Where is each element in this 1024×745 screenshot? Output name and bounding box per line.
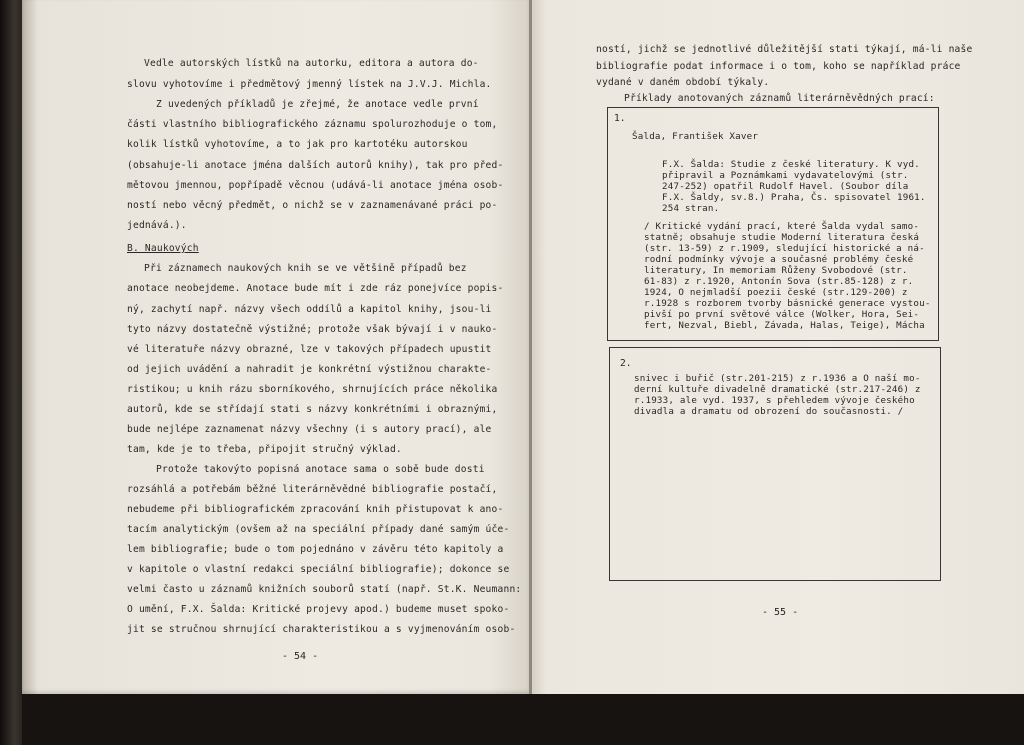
text-line: Příklady anotovaných záznamů literárněvědných prací: — [624, 93, 935, 104]
annotation-line: r.1933, ale vyd. 1937, s přehledem vývoje českého — [634, 395, 915, 406]
text-line: Z uvedených příkladů je zřejmé, že anotace vedle první — [156, 99, 479, 110]
annotation-line: divadla a dramatu od obrození do současnosti. / — [634, 406, 904, 417]
text-line: tam, kde je to třeba, připojit stručný výklad. — [127, 444, 402, 455]
example-number: 1. — [614, 113, 626, 124]
text-line: bibliografie podat informace i o tom, koho se například práce — [596, 61, 961, 72]
annotation-line: 1924, O nejmladší poezii české (str.129-200) z — [644, 287, 908, 298]
example-box-1 — [607, 107, 939, 341]
section-heading: B. Naukových — [127, 243, 199, 254]
annotation-line: / Kritické vydání prací, které Šalda vydal samo- — [644, 221, 920, 232]
text-line: Protože takovýto popisná anotace sama o sobě bude dosti — [156, 464, 485, 475]
page-number: - 54 - — [282, 651, 319, 662]
text-line: ný, zachytí např. názvy všech oddílů a kapitol knihy, jsou-li — [127, 304, 492, 315]
annotation-line: fert, Nezval, Biebl, Závada, Halas, Teige), Mácha — [644, 320, 925, 331]
example-heading: Šalda, František Xaver — [632, 131, 759, 142]
text-line: bude nejlépe zaznamenat názvy všechny (i s autory prací), ale — [127, 424, 492, 435]
text-line: anotace neobejdeme. Anotace bude mít i zde ráz ponejvíce popis- — [127, 283, 504, 294]
entry-line: F.X. Šalda: Studie z české literatury. K vyd. — [662, 159, 920, 170]
left-page — [22, 0, 530, 694]
text-line: jit se stručnou shrnující charakteristikou a s vyjmenováním osob- — [127, 624, 516, 635]
text-line: velmi často u záznamů knižních souborů statí (např. St.K. Neumann: — [127, 584, 522, 595]
example-box-2 — [609, 347, 941, 581]
entry-line: 247-252) opatřil Rudolf Havel. (Soubor díla — [662, 181, 909, 192]
text-line: kolik lístků vyhotovíme, a to jak pro kartotéku autorskou — [127, 139, 468, 150]
text-line: nebudeme při bibliografickém zpracování knih přistupovat k ano- — [127, 504, 504, 515]
text-line: rozsáhlá a potřebám běžné literárněvědné bibliografie postačí, — [127, 484, 498, 495]
text-line: ností, jichž se jednotlivé důležitější stati týkají, má-li naše — [596, 44, 973, 55]
entry-line: připravil a Poznámkami vydavatelovými (str. — [662, 170, 909, 181]
text-line: Vedle autorských lístků na autorku, editora a autora do- — [144, 58, 479, 69]
annotation-line: snivec i buřič (str.201-215) z r.1936 a O naší mo- — [634, 373, 921, 384]
text-line: v kapitole o vlastní redakci speciální bibliografie); dokonce se — [127, 564, 510, 575]
annotation-line: pivší po první světové válce (Wolker, Hora, Sei- — [644, 309, 920, 320]
annotation-line: (str. 13-59) z r.1909, sledující historické a ná- — [644, 243, 925, 254]
text-line: tacím analytickým (ovšem až na speciální případy dané samým úče- — [127, 524, 510, 535]
book-bottom-shadow — [22, 694, 1024, 745]
entry-line: 254 stran. — [662, 203, 720, 214]
annotation-line: rodní podmínky vývoje a současné problémy české — [644, 254, 914, 265]
text-line: vydané v daném období týkaly. — [596, 77, 770, 88]
text-line: Při záznamech naukových knih se ve většině případů bez — [144, 263, 467, 274]
page-number: - 55 - — [762, 607, 799, 618]
text-line: části vlastního bibliografického záznamu spolurozhoduje o tom, — [127, 119, 498, 130]
text-line: jednává.). — [127, 220, 187, 231]
text-line: vé literatuře názvy obrazné, lze v takových případech upustit — [127, 344, 492, 355]
entry-line: F.X. Šaldy, sv.8.) Praha, Čs. spisovatel 1961. — [662, 192, 926, 203]
text-line: tyto názvy dostatečně výstižné; protože však bývají i v nauko- — [127, 324, 498, 335]
annotation-line: 61-83) z r.1920, Antonín Sova (str.85-128) z r. — [644, 276, 914, 287]
right-page — [532, 0, 1024, 694]
annotation-line: literatury, In memoriam Růženy Svobodové (str. — [644, 265, 908, 276]
text-line: lem bibliografie; bude o tom pojednáno v závěru této kapitoly a — [127, 544, 504, 555]
text-line: slovu vyhotovíme i předmětový jmenný lístek na J.V.J. Michla. — [127, 79, 492, 90]
text-line: (obsahuje-li anotace jména dalších autorů knihy), tak pro před- — [127, 160, 504, 171]
annotation-line: statně; obsahuje studie Moderní literatura česká — [644, 232, 920, 243]
text-line: ností nebo věcný předmět, o nichž se v zaznamenávané práci po- — [127, 200, 498, 211]
example-number: 2. — [620, 358, 632, 369]
text-line: mětovou jmennou, popřípadě věcnou (udává-li anotace jména osob- — [127, 180, 504, 191]
text-line: O umění, F.X. Šalda: Kritické projevy apod.) budeme muset spoko- — [127, 604, 510, 615]
text-line: od jejich uvádění a nahradit je konkrétní výstižnou charakte- — [127, 364, 492, 375]
annotation-line: derní kultuře divadelně dramatické (str.217-246) z — [634, 384, 921, 395]
book-spine-shadow — [0, 0, 24, 745]
annotation-line: r.1928 s rozborem tvorby básnické generace vystou- — [644, 298, 931, 309]
text-line: autorů, kde se střídají stati s názvy konkrétními i obraznými, — [127, 404, 498, 415]
text-line: ristikou; u knih rázu sborníkového, shrnujících práce několika — [127, 384, 498, 395]
